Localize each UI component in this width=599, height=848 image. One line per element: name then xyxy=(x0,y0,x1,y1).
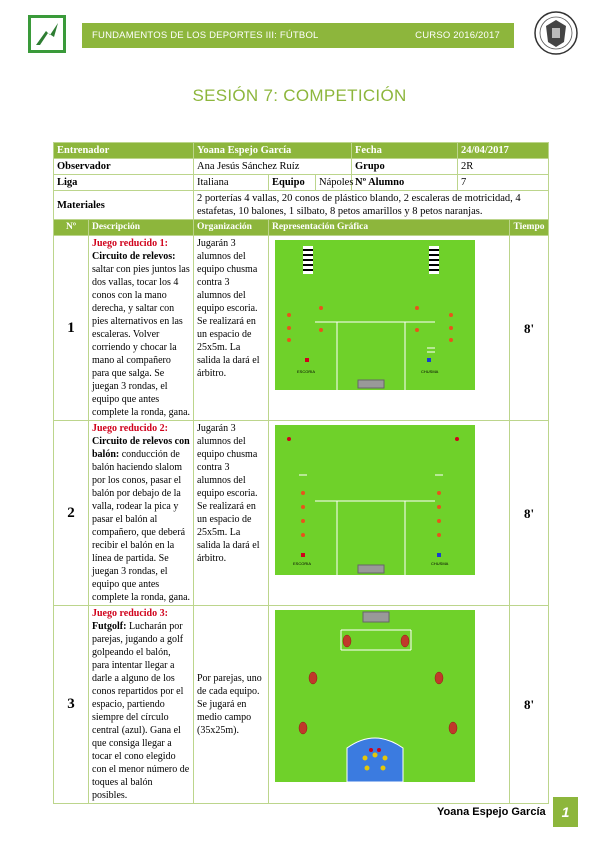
equipo-value: Nápoles xyxy=(316,175,352,191)
activity-diagram xyxy=(269,236,510,421)
activity-title: Juego reducido 2: xyxy=(92,423,168,434)
pitch-diagram xyxy=(275,610,475,782)
session-title: SESIÓN 7: COMPETICIÓN xyxy=(192,86,407,105)
activity-title: Juego reducido 3: xyxy=(92,608,168,619)
entrenador-value: Yoana Espejo García xyxy=(194,143,352,159)
materiales-value: 2 porterías 4 vallas, 20 conos de plástico blando, 2 escaleras de motricidad, 4 estafetas, 10 balones, 1 silbato, 8 petos amarillos y 8 petos naranjas. xyxy=(194,191,549,220)
col-time: Tiempo xyxy=(510,220,549,236)
activity-description xyxy=(89,606,194,804)
activity-organization: Jugarán 3 alumnos del equipo chusma contra 3 alumnos del equipo escoria. Se realizará en un espacio de 25x5m. La salida la dará el árbitro. xyxy=(194,421,269,606)
grupo-value: 2R xyxy=(458,159,549,175)
activity-time: 8' xyxy=(510,421,549,606)
team-label: CHUSMA xyxy=(431,561,449,566)
university-logo xyxy=(28,15,66,53)
activity-row xyxy=(54,236,549,421)
activity-subtitle: Futgolf: xyxy=(92,621,127,632)
observer-row xyxy=(54,159,549,175)
activity-text: saltar con pies juntos las dos vallas, tocar los 4 conos con la mano derecha, y saltar con pies alternativos en las escaleras. Volver corriendo y chocar la mano al compañero para que salga. Se juegan 3 rondas, el equipo que antes complete la ronda, gana. xyxy=(92,264,191,418)
equipo-label: Equipo xyxy=(269,175,316,191)
ladder-icon xyxy=(429,246,439,274)
pitch-diagram xyxy=(275,240,475,390)
footer-author: Yoana Espejo García xyxy=(437,806,546,818)
course-title: FUNDAMENTOS DE LOS DEPORTES III: FÚTBOL xyxy=(92,30,319,41)
league-row xyxy=(54,175,549,191)
ladder-icon xyxy=(303,246,313,274)
activity-number: 2 xyxy=(54,421,89,606)
activity-description xyxy=(89,421,194,606)
entrenador-label: Entrenador xyxy=(54,143,194,159)
activity-diagram xyxy=(269,421,510,606)
university-seal xyxy=(533,8,579,58)
team-label: ESCORIA xyxy=(293,561,312,566)
observador-value: Ana Jesús Sánchez Ruíz xyxy=(194,159,352,175)
activity-description xyxy=(89,236,194,421)
liga-label: Liga xyxy=(54,175,194,191)
course-year: CURSO 2016/2017 xyxy=(415,30,500,41)
activity-subtitle: Circuito de relevos: xyxy=(92,251,176,262)
activity-row xyxy=(54,421,549,606)
team-label: ESCORIA xyxy=(297,369,316,374)
activity-number: 3 xyxy=(54,606,89,804)
activity-text: Lucharán por parejas, jugando a golf golpeando el balón, para intentar llegar a darle a alguno de los conos repartidos por el espacio, partiendo siempre del círculo central (azul). Gana el que consiga llegar a tocar el cono elegido con el menor número de toques al balón posibles. xyxy=(92,621,190,801)
alumno-value: 7 xyxy=(458,175,549,191)
page-number: 1 xyxy=(553,797,578,827)
col-num: Nº xyxy=(54,220,89,236)
activity-number: 1 xyxy=(54,236,89,421)
fecha-label: Fecha xyxy=(352,143,458,159)
materials-row xyxy=(54,191,549,220)
grupo-label: Grupo xyxy=(352,159,458,175)
col-rep: Representación Gráfica xyxy=(269,220,510,236)
column-header-row xyxy=(54,220,549,236)
activity-organization: Jugarán 3 alumnos del equipo chusma contra 3 alumnos del equipo escoria. Se realizará en un espacio de 25x5m. La salida la dará el árbitro. xyxy=(194,236,269,421)
activity-row xyxy=(54,606,549,804)
activity-time: 8' xyxy=(510,236,549,421)
col-desc: Descripción xyxy=(89,220,194,236)
activity-text: conducción de balón haciendo slalom por los conos, pasar el balón por debajo de la valla, rodear la pica y pasar el balón al compañero, que deberá recibir el balón en la línea de partida. Se juegan 3 rondas, el equipo que antes complete la ronda, gana. xyxy=(92,449,191,603)
fecha-value: 24/04/2017 xyxy=(458,143,549,159)
alumno-label: Nº Alumno xyxy=(352,175,458,191)
col-org: Organización xyxy=(194,220,269,236)
pitch-diagram xyxy=(275,425,475,575)
liga-value: Italiana xyxy=(194,175,269,191)
materiales-label: Materiales xyxy=(54,191,194,220)
activity-title: Juego reducido 1: xyxy=(92,238,168,249)
activity-diagram xyxy=(269,606,510,804)
activity-time: 8' xyxy=(510,606,549,804)
team-label: CHUSMA xyxy=(421,369,439,374)
header-bar xyxy=(82,23,514,48)
trainer-row xyxy=(54,143,549,159)
session-table xyxy=(53,142,549,804)
activity-organization: Por parejas, uno de cada equipo. Se jugará en medio campo (35x25m). xyxy=(194,606,269,804)
activity-subtitle: Circuito de relevos con balón: xyxy=(92,436,190,460)
observador-label: Observador xyxy=(54,159,194,175)
